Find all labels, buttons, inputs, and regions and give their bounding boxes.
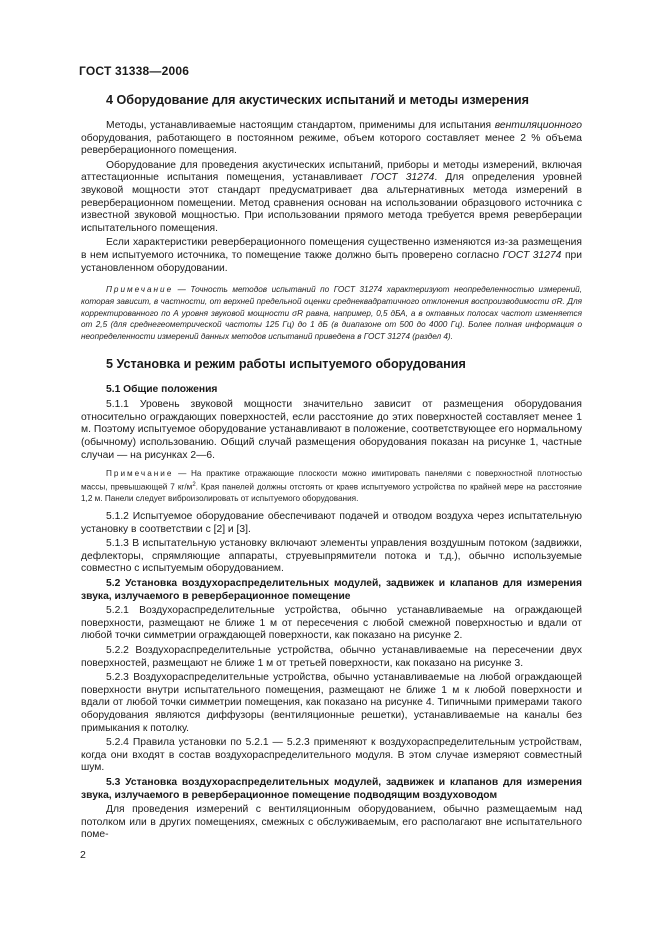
subsection-5-1-title: 5.1 Общие положения xyxy=(106,383,218,395)
paragraph-5-1-3: 5.1.3 В испытательную установку включают элементы управления воздушным потоком (задвижки, дефлекторы, спрямляющие аппараты, струевыпрямители потока и т.д.), обычно используемые совместно с испытуемым оборудованием. xyxy=(81,538,582,575)
paragraph-5-1-1: 5.1.1 Уровень звуковой мощности значительно зависит от размещения оборудования относительно ограждающих поверхностей, если расстояние до этих поверхностей составляет менее 1 м. Поэтому испытуемое оборудование устанавливают в положение, соответствующее его нормальному (обычному) использованию. Общий случай размещения оборудования показан на рисунке 1, частные случаи — на рисунках 2—6. xyxy=(81,399,582,461)
paragraph-5-2-1: 5.2.1 Воздухораспределительные устройства, обычно устанавливаемые на ограждающей поверхности, размещают не ближе 1 м от пересечения с любой смежной поверхностью и вдали от любой точки симметрии ограждающей поверхности, как показано на рисунке 2. xyxy=(81,605,582,642)
subsection-5-3-title: 5.3 Установка воздухораспределительных модулей, задвижек и клапанов для измерения звука, излучаемого в реверберационное помещение подводящим воздуховодом xyxy=(81,776,582,801)
section-5-title: 5 Установка и режим работы испытуемого оборудования xyxy=(106,356,466,371)
page-number: 2 xyxy=(80,849,86,861)
section-4-paragraph-2: Оборудование для проведения акустических испытаний, приборы и методы измерений, включая аттестационные испытания помещения, устанавливает ГОСТ 31274. Для определения уровней звуковой мощности этот стандарт предусматривает два альтернативных метода измерений в реверберационном помещении. Метод сравнения основан на использовании образцового источника с известной звуковой мощностью. При использовании прямого метода требуется время реверберации испытательного помещения. xyxy=(81,159,582,234)
paragraph-5-3: Для проведения измерений с вентиляционным оборудованием, обычно размещаемым над потолком или в других помещениях, смежных с обслуживаемым, его располагают вне испытательного поме- xyxy=(81,804,582,841)
paragraph-5-2-3: 5.2.3 Воздухораспределительные устройства, обычно устанавливаемые на любой ограждающей поверхности внутри испытательного помещения, размещают не ближе 1 м к любой поверхности и вдали от любой точки симметрии помещения, как показано на рисунке 4. Типичными примерами такого оборудования являются диффузоры (вентиляционные решетки), устанавливаемые на каналы без примыкания к потолку. xyxy=(81,672,582,734)
paragraph-5-2-2: 5.2.2 Воздухораспределительные устройства, обычно устанавливаемые на пересечении двух поверхностей, размещают не ближе 1 м от третьей поверхности, как показано на рисунке 3. xyxy=(81,644,582,669)
paragraph-5-1-2: 5.1.2 Испытуемое оборудование обеспечивают подачей и отводом воздуха через испытательную установку в соответствии с [2] и [3]. xyxy=(81,511,582,535)
section-5-note: Примечание — На практике отражающие плоскости можно имитировать панелями с поверхностной плотностью массы, превышающей 7 $кг/м^2$. Края панелей должны отстоять от краев испытуемого устройства по крайней мере на расстояние 1,2 м. Панели следует виброизолировать от испытуемого оборудования. xyxy=(81,469,582,504)
standard-code-header: ГОСТ 31338—2006 xyxy=(79,64,190,78)
paragraph-5-2-4: 5.2.4 Правила установки по 5.2.1 — 5.2.3 применяют к воздухораспределительным устройствам, когда они входят в состав воздухораспределительного модуля. В этом случае измеряют совместный шум. xyxy=(81,737,582,774)
section-4-paragraph-1: Методы, устанавливаемые настоящим стандартом, применимы для испытания вентиляционного оборудования, работающего в постоянном режиме, объем которого составляет менее 2 % объема реверберационного помещения. xyxy=(81,120,582,157)
page-content xyxy=(81,93,582,844)
subsection-5-2-title: 5.2 Установка воздухораспределительных модулей, задвижек и клапанов для измерения звука, излучаемого в реверберационное помещение xyxy=(81,578,582,602)
section-4-note: Примечание — Точность методов испытаний по ГОСТ 31274 характеризуют неопределенностью измерений, которая зависит, в частности, от верхней предельной оценки среднеквадратичного отклонения воспроизводимости σR. Для корректированного по А уровня звуковой мощности σR равна, например, 0,5 дБА, а в октавных полосах частот изменяется от 2,5 (для среднегеометрической частоты 125 Гц) до 1 дБ (в диапазоне от 500 до 4000 Гц). Более полная информация о неопределенности измерений данных методов испытаний приведена в ГОСТ 31274 (раздел 4). xyxy=(81,285,582,341)
section-4-paragraph-3: Если характеристики реверберационного помещения существенно изменяются из-за размещения в нем испытуемого источника, то помещение также должно быть проверено согласно ГОСТ 31274 при установленном оборудовании. xyxy=(81,237,583,274)
section-4-title: 4 Оборудование для акустических испытаний и методы измерения xyxy=(106,93,530,107)
